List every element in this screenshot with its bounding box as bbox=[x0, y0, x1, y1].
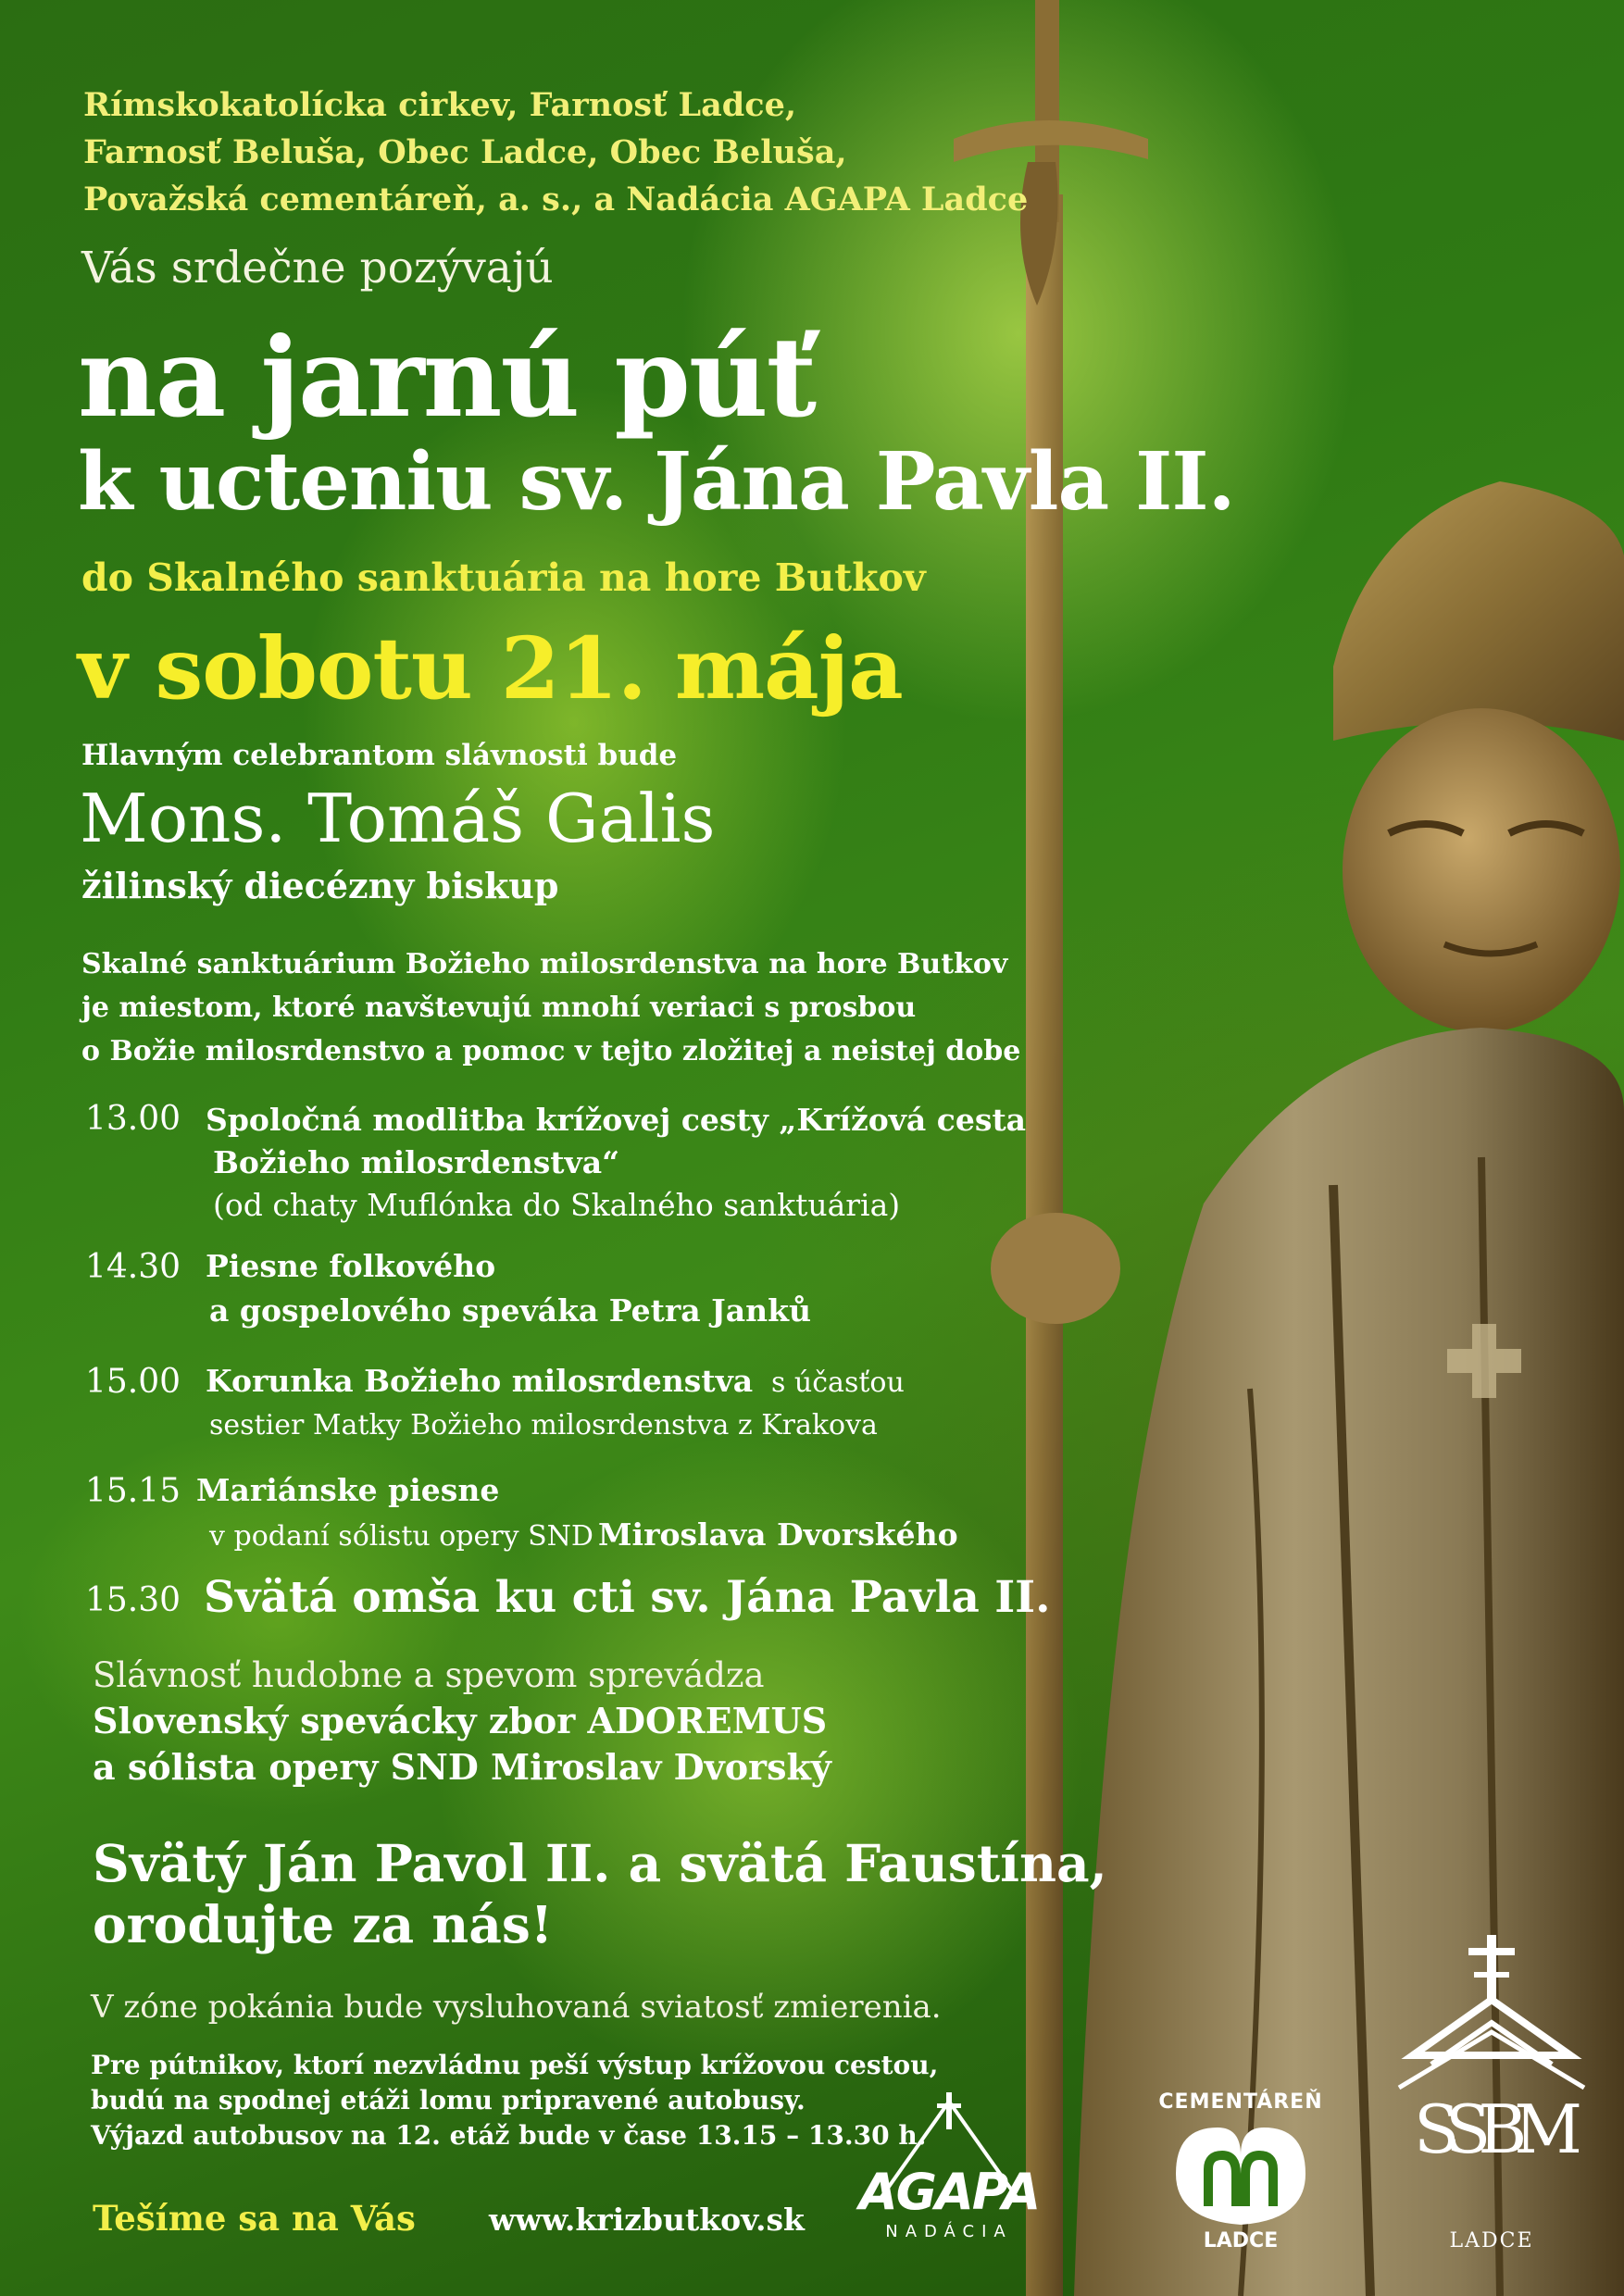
program-line: Mariánske piesne bbox=[196, 1472, 500, 1508]
music-line: Slovenský spevácky zbor ADOREMUS bbox=[93, 1700, 828, 1741]
ssbm-letters: SSBM bbox=[1413, 2090, 1569, 2168]
program-line: Piesne folkového bbox=[206, 1248, 496, 1284]
agapa-name: AGAPA bbox=[858, 2163, 1040, 2221]
statue-hand bbox=[991, 1213, 1120, 1324]
cementaren-emblem-icon bbox=[1167, 2118, 1315, 2229]
bus-line: Pre pútnikov, ktorí nezvládnu peší výstup krížovou cestou, bbox=[91, 2050, 939, 2080]
program-line: sestier Matky Božieho milosrdenstva z Krakova bbox=[209, 1409, 878, 1441]
cementaren-bottom: LADCE bbox=[1203, 2229, 1279, 2252]
music-intro: Slávnosť hudobne a spevom sprevádza bbox=[93, 1655, 765, 1695]
subtitle: do Skalného sanktuária na hore Butkov bbox=[81, 555, 926, 600]
ssbm-sanctuary-icon bbox=[1394, 1935, 1589, 2092]
closing-text: Tešíme sa na Vás bbox=[93, 2198, 416, 2239]
program-line: v podaní sólistu opery SND bbox=[209, 1520, 593, 1553]
program-line: s účasťou bbox=[771, 1366, 905, 1399]
agapa-sub: NADÁCIA bbox=[885, 2222, 1013, 2241]
about-line: Skalné sanktuárium Božieho milosrdenstva na hore Butkov bbox=[81, 948, 1008, 980]
celebrant-role: žilinský diecézny biskup bbox=[81, 865, 559, 906]
organizers bbox=[83, 81, 1028, 223]
title-line-2: k ucteniu sv. Jána Pavla II. bbox=[78, 435, 1235, 529]
program-line: (od chaty Muflónka do Skalného sanktuária) bbox=[213, 1187, 901, 1223]
about-line: je miestom, ktoré navštevujú mnohí veriaci s prosbou bbox=[81, 992, 917, 1024]
program-time: 15.30 bbox=[85, 1581, 181, 1619]
cementaren-top: CEMENTÁREŇ bbox=[1158, 2090, 1323, 2114]
organizer-line: Farnosť Beluša, Obec Ladce, Obec Beluša, bbox=[83, 133, 847, 171]
organizer-line: Považská cementáreň, a. s., a Nadácia AGAPA Ladce bbox=[83, 181, 1029, 218]
celebrant-name: Mons. Tomáš Galis bbox=[80, 780, 716, 857]
program-time: 15.15 bbox=[85, 1472, 181, 1510]
program-line: Miroslava Dvorského bbox=[598, 1516, 958, 1553]
program-time: 14.30 bbox=[85, 1248, 181, 1286]
statue-head bbox=[1343, 708, 1620, 1032]
program-line: Spoločná modlitba krížovej cesty „Krížová cesta bbox=[206, 1102, 1027, 1138]
program-time: 15.00 bbox=[85, 1363, 181, 1401]
prayer-line: orodujte za nás! bbox=[93, 1894, 553, 1954]
mitre bbox=[1333, 481, 1624, 741]
organizer-line: Rímskokatolícka cirkev, Farnosť Ladce, bbox=[83, 86, 797, 124]
prayer-line: Svätý Ján Pavol II. a svätá Faustína, bbox=[93, 1833, 1107, 1893]
about-line: o Božie milosrdenstvo a pomoc v tejto zložitej a neistej dobe bbox=[81, 1035, 1021, 1067]
program-time: 13.00 bbox=[85, 1100, 181, 1138]
bus-line: Výjazd autobusov na 12. etáž bude v čase 13.15 – 13.30 h. bbox=[91, 2120, 927, 2151]
confession-note: V zóne pokánia bude vysluhovaná sviatosť zmierenia. bbox=[91, 1989, 942, 2026]
ssbm-logo bbox=[1394, 1935, 1589, 2259]
invite-text: Vás srdečne pozývajú bbox=[81, 243, 554, 293]
event-date: v sobotu 21. mája bbox=[78, 618, 903, 718]
about-sanctuary bbox=[81, 942, 1020, 1073]
bus-line: budú na spodnej etáži lomu pripravené autobusy. bbox=[91, 2085, 806, 2115]
website-link[interactable]: www.krizbutkov.sk bbox=[489, 2202, 805, 2238]
program-line: a gospelového speváka Petra Janků bbox=[209, 1292, 812, 1329]
program-line: Korunka Božieho milosrdenstva bbox=[206, 1363, 754, 1399]
cementaren-logo bbox=[1148, 2090, 1333, 2257]
music-line: a sólista opery SND Miroslav Dvorský bbox=[93, 1746, 831, 1788]
program-line: Svätá omša ku cti sv. Jána Pavla II. bbox=[204, 1572, 1051, 1623]
ssbm-bottom: LADCE bbox=[1449, 2229, 1534, 2252]
bus-info bbox=[91, 2048, 938, 2153]
title-line-1: na jarnú púť bbox=[78, 313, 816, 442]
celebrant-intro: Hlavným celebrantom slávnosti bude bbox=[81, 739, 678, 772]
agapa-logo bbox=[843, 2090, 1056, 2248]
program-line: Božieho milosrdenstva“ bbox=[213, 1144, 620, 1180]
